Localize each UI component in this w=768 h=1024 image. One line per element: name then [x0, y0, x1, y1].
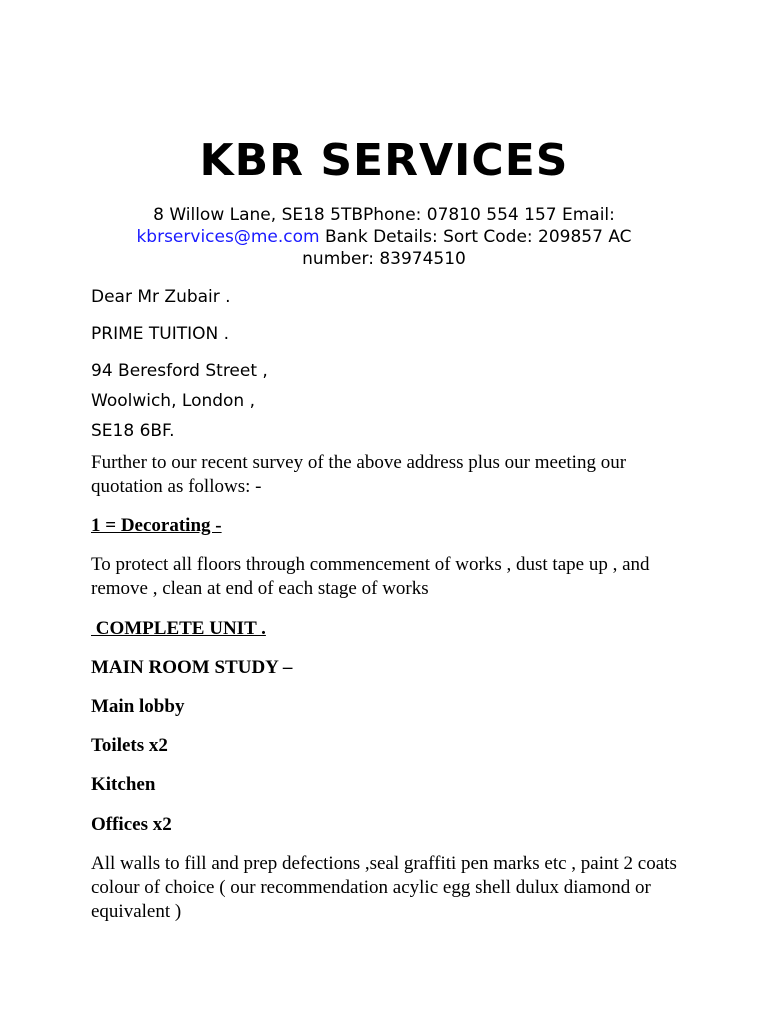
recipient-postcode: SE18 6BF. — [91, 421, 175, 441]
bank-details-text: Bank Details: Sort Code: 209857 AC — [319, 227, 632, 247]
contact-line-email-bank — [90, 226, 678, 248]
contact-line-account-number: number: 83974510 — [302, 249, 466, 269]
room-item: MAIN ROOM STUDY – — [91, 657, 293, 678]
room-item: Toilets x2 — [91, 735, 168, 756]
room-item: Main lobby — [91, 696, 185, 717]
recipient-area: Woolwich, London , — [91, 391, 256, 411]
email-link[interactable]: kbrservices@me.com — [136, 227, 320, 247]
room-item: Kitchen — [91, 774, 156, 795]
company-title: KBR SERVICES — [199, 135, 569, 186]
room-item: Offices x2 — [91, 814, 172, 835]
floor-protection-paragraph: To protect all floors through commencement of works , dust tape up , and remove , clean at end of each stage of works — [91, 554, 650, 599]
contact-line-address-phone: 8 Willow Lane, SE18 5TBPhone: 07810 554 157 Email: — [153, 205, 615, 225]
section-heading-decorating: 1 = Decorating - — [91, 515, 222, 536]
intro-paragraph: Further to our recent survey of the above address plus our meeting our quotation as follows: - — [91, 452, 627, 497]
walls-paragraph: All walls to fill and prep defections ,seal graffiti pen marks etc , paint 2 coats colour of choice ( our recommendation acylic egg shell dulux diamond or equivalent ) — [91, 853, 677, 922]
company-contact-details — [90, 204, 678, 270]
salutation: Dear Mr Zubair . — [91, 287, 231, 307]
recipient-organisation: PRIME TUITION . — [91, 324, 230, 344]
complete-unit-heading: COMPLETE UNIT . — [91, 618, 266, 639]
recipient-street: 94 Beresford Street , — [91, 361, 268, 381]
